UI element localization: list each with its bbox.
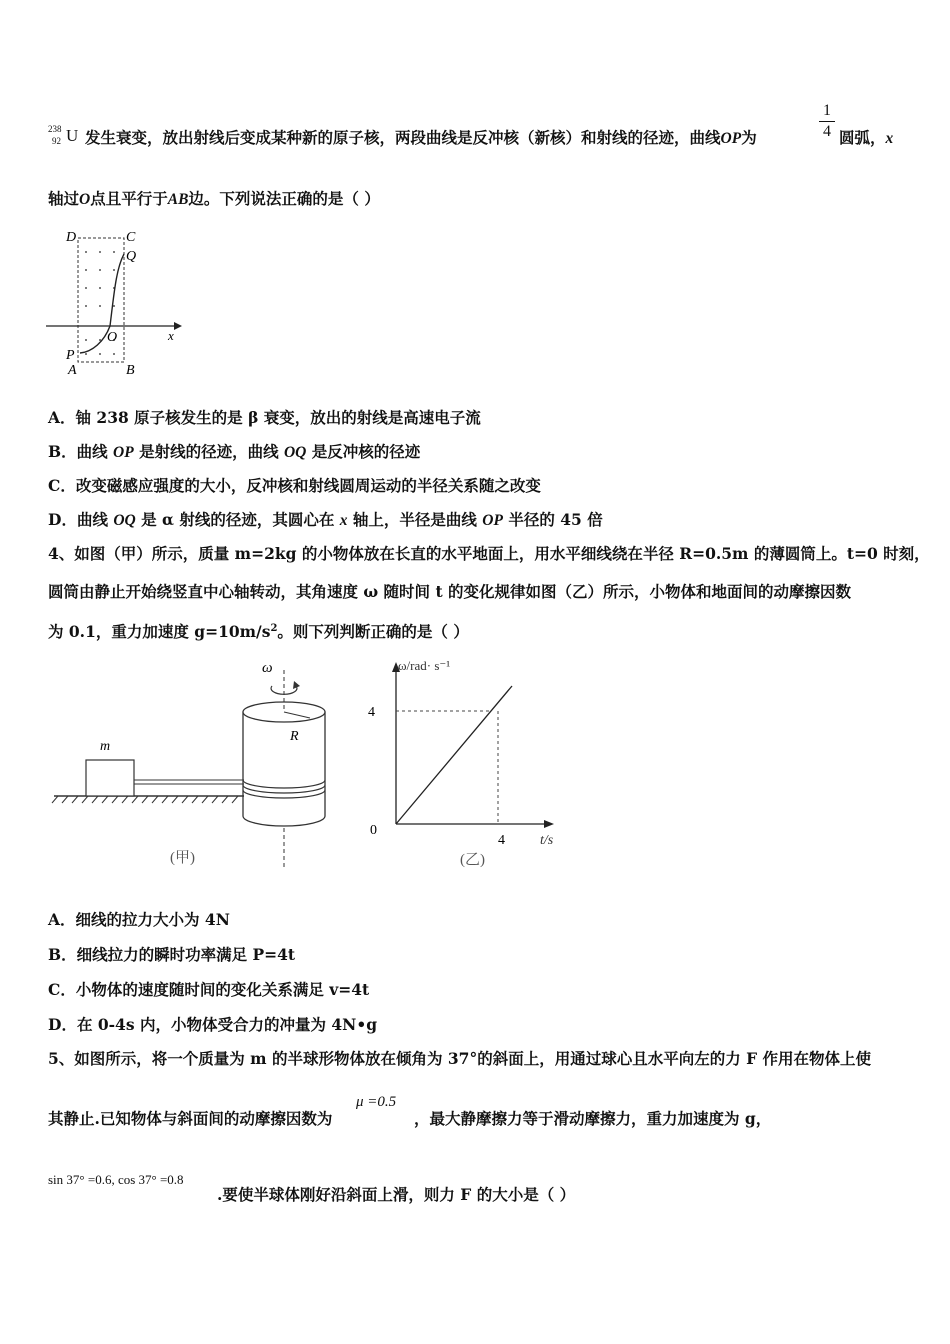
label-P: P bbox=[66, 348, 75, 363]
mu-expression: μ =0.5 bbox=[356, 1094, 397, 1110]
label-m: m bbox=[100, 739, 111, 754]
y-tick-4: 4 bbox=[368, 705, 375, 720]
q5-line2-a: 其静止.已知物体与斜面间的动摩擦因数为 bbox=[48, 1109, 333, 1128]
cylinder-bottom bbox=[243, 816, 325, 826]
q5-line1: 5、如图所示，将一个质量为 m 的半球形物体放在倾角为 37°的斜面上，用通过球心且水平向左的力 F 作用在物体上使 bbox=[48, 1049, 871, 1068]
isotope-symbol: U bbox=[66, 126, 79, 145]
q4-option-a: A．细线的拉力大小为 4N bbox=[48, 910, 230, 929]
label-A: A bbox=[68, 363, 77, 378]
q3-figure bbox=[40, 224, 190, 380]
isotope-mass: 238 bbox=[48, 124, 62, 134]
label-x: x bbox=[168, 328, 174, 343]
q5-line3: .要使半球体刚好沿斜面上滑，则力 F 的大小是（ ） bbox=[217, 1185, 576, 1204]
q3-fraction: 1 4 bbox=[819, 102, 835, 141]
trig-expression: sin 37° =0.6, cos 37° =0.8 bbox=[48, 1172, 184, 1187]
label-Q: Q bbox=[126, 249, 137, 264]
origin-label: 0 bbox=[370, 823, 377, 838]
q3-option-c: C．改变磁感应强度的大小，反冲核和射线圆周运动的半径关系随之改变 bbox=[48, 476, 541, 495]
label-C: C bbox=[126, 230, 136, 245]
q3-option-a: A．铀 238 原子核发生的是 β 衰变，放出的射线是高速电子流 bbox=[48, 408, 481, 427]
track-op bbox=[80, 326, 110, 353]
omega-line bbox=[396, 686, 512, 824]
q5-line2-b: ，最大静摩擦力等于滑动摩擦力，重力加速度为 g， bbox=[414, 1109, 772, 1128]
label-omega: ω bbox=[262, 660, 273, 676]
q3-option-b: B．曲线 OP 是射线的径迹，曲线 OQ 是反冲核的径迹 bbox=[48, 442, 421, 461]
q4-figure-jia bbox=[48, 656, 348, 874]
q4-option-d: D．在 0-4s 内，小物体受合力的冲量为 4N•g bbox=[48, 1015, 378, 1034]
q4-option-b: B．细线拉力的瞬时功率满足 P=4t bbox=[48, 945, 296, 964]
q4-option-c: C．小物体的速度随时间的变化关系满足 v=4t bbox=[48, 980, 370, 999]
x-tick-4: 4 bbox=[498, 833, 505, 848]
label-D: D bbox=[66, 230, 77, 245]
q3-line1: 发生衰变，放出射线后变成某种新的原子核，两段曲线是反冲核（新核）和射线的径迹，曲线OP为 bbox=[85, 128, 757, 147]
q3-option-d: D．曲线 OQ 是 α 射线的径迹，其圆心在 x 轴上，半径是曲线 OP 半径的 45 倍 bbox=[48, 510, 603, 529]
q4-line1: 4、如图（甲）所示，质量 m=2kg 的小物体放在长直的水平地面上，用水平细线绕在半径 R=0.5m 的薄圆筒上。t=0 时刻， bbox=[48, 544, 930, 563]
q3-line1-tail: 圆弧，x bbox=[839, 128, 894, 147]
x-label: t/s bbox=[540, 833, 554, 848]
t-axis-arrow bbox=[544, 820, 554, 828]
caption-yi: (乙) bbox=[460, 852, 485, 868]
q4-line2: 圆筒由静止开始绕竖直中心轴转动，其角速度 ω 随时间 t 的变化规律如图（乙）所示，小物体和地面间的动摩擦因数 bbox=[48, 582, 852, 601]
winding-1 bbox=[243, 780, 325, 788]
q3-isotope bbox=[48, 124, 79, 150]
block-m bbox=[86, 760, 134, 796]
label-R: R bbox=[290, 729, 299, 744]
x-axis-arrow bbox=[174, 322, 182, 330]
caption-jia: (甲) bbox=[170, 850, 195, 866]
isotope-atomic: 92 bbox=[52, 136, 61, 146]
ground-hatch bbox=[52, 796, 238, 803]
y-label: ω/rad· s⁻¹ bbox=[398, 658, 451, 673]
label-O: O bbox=[107, 330, 118, 345]
track-oq bbox=[110, 254, 124, 326]
q4-figure-yi bbox=[358, 656, 578, 874]
q4-line3: 为 0.1，重力加速度 $g=10m/s^2$。则下列判断正确的是（ ） bbox=[48, 622, 469, 642]
label-B: B bbox=[126, 363, 135, 378]
q3-line2: 轴过O点且平行于AB边。下列说法正确的是（ ） bbox=[48, 189, 380, 208]
